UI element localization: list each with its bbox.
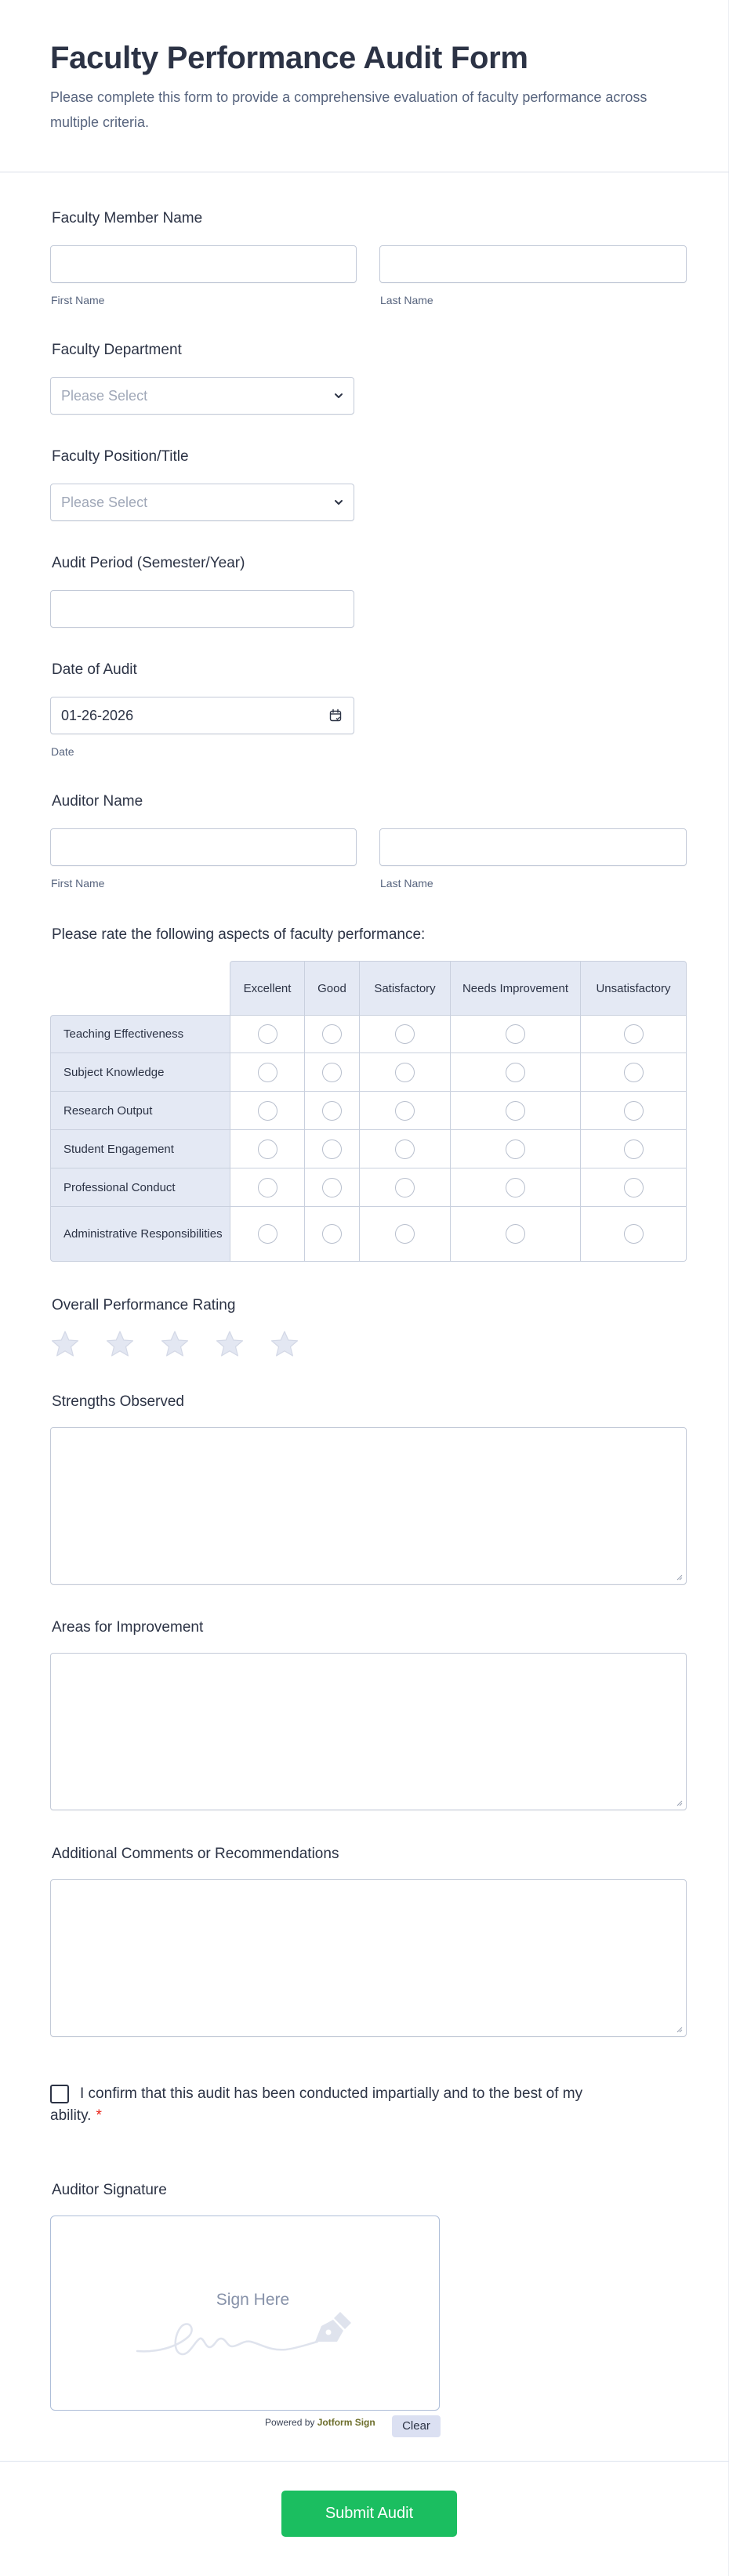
matrix-radio-button[interactable]	[258, 1178, 277, 1197]
resize-handle-icon[interactable]	[676, 2027, 683, 2033]
resize-handle-icon[interactable]	[676, 1574, 683, 1581]
matrix-row-label: Student Engagement	[50, 1130, 230, 1168]
matrix-row-label: Administrative Responsibilities	[50, 1207, 230, 1262]
signature-label: Auditor Signature	[52, 2182, 167, 2198]
matrix-cell	[304, 1053, 359, 1092]
matrix-radio-button[interactable]	[624, 1178, 644, 1197]
department-select[interactable]	[50, 377, 354, 415]
matrix-cell	[230, 1207, 304, 1262]
matrix-cell	[304, 1207, 359, 1262]
matrix-cell	[580, 1130, 687, 1168]
matrix-radio-button[interactable]	[258, 1224, 277, 1244]
matrix-row-label: Teaching Effectiveness	[50, 1015, 230, 1053]
matrix-radio-button[interactable]	[624, 1224, 644, 1244]
matrix-cell	[450, 1092, 580, 1130]
strengths-label: Strengths Observed	[52, 1393, 184, 1410]
form-subtitle: Please complete this form to provide a comprehensive evaluation of faculty performance across multiple criteria.	[50, 89, 647, 130]
matrix-cell	[304, 1168, 359, 1207]
matrix-radio-button[interactable]	[395, 1063, 415, 1082]
form-header	[0, 0, 729, 172]
matrix-radio-button[interactable]	[506, 1024, 525, 1044]
signature-pad[interactable]	[50, 2216, 440, 2411]
auditor-first-name-sublabel: First Name	[51, 877, 105, 889]
clear-signature-button[interactable]: Clear	[392, 2415, 441, 2437]
matrix-cell	[359, 1015, 450, 1053]
matrix-radio-button[interactable]	[624, 1139, 644, 1159]
auditor-last-name-input[interactable]	[379, 828, 687, 866]
star-icon[interactable]	[270, 1330, 299, 1358]
matrix-cell	[359, 1092, 450, 1130]
matrix-label: Please rate the following aspects of faculty performance:	[52, 926, 426, 943]
matrix-radio-button[interactable]	[624, 1101, 644, 1121]
matrix-cell	[580, 1207, 687, 1262]
audit-date-sublabel: Date	[51, 745, 74, 758]
matrix-radio-button[interactable]	[624, 1063, 644, 1082]
matrix-cell	[359, 1053, 450, 1092]
matrix-row-label: Professional Conduct	[50, 1168, 230, 1207]
matrix-row-label: Subject Knowledge	[50, 1053, 230, 1092]
audit-date-value: 01-26-2026	[61, 708, 134, 723]
matrix-cell	[304, 1015, 359, 1053]
matrix-cell	[450, 1130, 580, 1168]
powered-by: Powered by Jotform Sign	[265, 2417, 375, 2428]
matrix-cell	[230, 1168, 304, 1207]
position-label: Faculty Position/Title	[52, 448, 189, 465]
matrix-radio-button[interactable]	[258, 1063, 277, 1082]
star-rating	[50, 1330, 299, 1358]
matrix-cell	[304, 1092, 359, 1130]
matrix-radio-button[interactable]	[395, 1024, 415, 1044]
matrix-cell	[230, 1092, 304, 1130]
rating-matrix	[50, 961, 687, 1263]
matrix-cell	[580, 1168, 687, 1207]
position-selected-value: Please Select	[61, 495, 148, 510]
strengths-textarea[interactable]	[50, 1427, 687, 1585]
required-asterisk: *	[96, 2107, 102, 2124]
matrix-radio-button[interactable]	[506, 1063, 525, 1082]
matrix-radio-button[interactable]	[506, 1101, 525, 1121]
resize-handle-icon[interactable]	[676, 1800, 683, 1806]
audit-period-input[interactable]	[50, 590, 354, 628]
audit-date-input[interactable]	[50, 697, 354, 734]
faculty-last-name-sublabel: Last Name	[380, 294, 433, 306]
signature-scribble-icon	[133, 2304, 353, 2359]
matrix-cell	[230, 1015, 304, 1053]
form-title: Faculty Performance Audit Form	[50, 41, 528, 75]
matrix-radio-button[interactable]	[322, 1139, 342, 1159]
improvement-textarea[interactable]	[50, 1653, 687, 1810]
matrix-cell	[580, 1015, 687, 1053]
matrix-radio-button[interactable]	[506, 1178, 525, 1197]
chevron-down-icon	[333, 497, 344, 508]
matrix-cell	[450, 1168, 580, 1207]
star-icon[interactable]	[215, 1330, 245, 1358]
confirmation-checkbox[interactable]	[50, 2085, 69, 2103]
star-icon[interactable]	[50, 1330, 80, 1358]
matrix-radio-button[interactable]	[258, 1139, 277, 1159]
matrix-column-header: Satisfactory	[359, 961, 450, 1015]
matrix-column-header: Unsatisfactory	[580, 961, 687, 1015]
faculty-first-name-sublabel: First Name	[51, 294, 105, 306]
matrix-radio-button[interactable]	[506, 1224, 525, 1244]
comments-textarea[interactable]	[50, 1879, 687, 2037]
matrix-radio-button[interactable]	[506, 1139, 525, 1159]
auditor-name-label: Auditor Name	[52, 793, 143, 810]
matrix-radio-button[interactable]	[322, 1224, 342, 1244]
matrix-radio-button[interactable]	[395, 1178, 415, 1197]
confirmation-label: I confirm that this audit has been conducted impartially and to the best of my ability. *	[50, 2085, 583, 2124]
matrix-radio-button[interactable]	[322, 1101, 342, 1121]
matrix-cell	[450, 1207, 580, 1262]
matrix-cell	[580, 1092, 687, 1130]
department-label: Faculty Department	[52, 342, 182, 358]
matrix-cell	[450, 1015, 580, 1053]
matrix-radio-button[interactable]	[258, 1101, 277, 1121]
calendar-icon[interactable]	[328, 708, 343, 723]
chevron-down-icon	[333, 390, 344, 401]
audit-date-label: Date of Audit	[52, 661, 137, 678]
faculty-last-name-input[interactable]	[379, 245, 687, 283]
submit-button[interactable]: Submit Audit	[281, 2491, 457, 2537]
footer-divider	[0, 2461, 729, 2462]
matrix-radio-button[interactable]	[322, 1063, 342, 1082]
matrix-radio-button[interactable]	[395, 1101, 415, 1121]
audit-period-label: Audit Period (Semester/Year)	[52, 555, 245, 571]
matrix-cell	[230, 1130, 304, 1168]
matrix-radio-button[interactable]	[258, 1024, 277, 1044]
matrix-cell	[450, 1053, 580, 1092]
matrix-cell	[230, 1053, 304, 1092]
matrix-radio-button[interactable]	[322, 1178, 342, 1197]
faculty-first-name-input[interactable]	[50, 245, 357, 283]
matrix-radio-button[interactable]	[322, 1024, 342, 1044]
matrix-radio-button[interactable]	[395, 1224, 415, 1244]
sign-here-placeholder: Sign Here	[216, 2291, 290, 2309]
faculty-name-label: Faculty Member Name	[52, 210, 203, 226]
auditor-last-name-sublabel: Last Name	[380, 877, 433, 889]
jotform-sign-link[interactable]: Jotform Sign	[317, 2417, 375, 2428]
matrix-cell	[359, 1130, 450, 1168]
matrix-column-header: Good	[304, 961, 359, 1015]
matrix-column-header: Excellent	[230, 961, 304, 1015]
auditor-first-name-input[interactable]	[50, 828, 357, 866]
comments-label: Additional Comments or Recommendations	[52, 1846, 339, 1862]
matrix-cell	[359, 1207, 450, 1262]
matrix-cell	[304, 1130, 359, 1168]
position-select[interactable]	[50, 484, 354, 521]
matrix-cell	[580, 1053, 687, 1092]
improvement-label: Areas for Improvement	[52, 1619, 204, 1636]
star-icon[interactable]	[105, 1330, 135, 1358]
matrix-radio-button[interactable]	[395, 1139, 415, 1159]
matrix-radio-button[interactable]	[624, 1024, 644, 1044]
overall-rating-label: Overall Performance Rating	[52, 1297, 236, 1313]
department-selected-value: Please Select	[61, 388, 148, 404]
matrix-cell	[359, 1168, 450, 1207]
star-icon[interactable]	[160, 1330, 190, 1358]
matrix-column-header: Needs Improvement	[450, 961, 580, 1015]
matrix-row-label: Research Output	[50, 1092, 230, 1130]
